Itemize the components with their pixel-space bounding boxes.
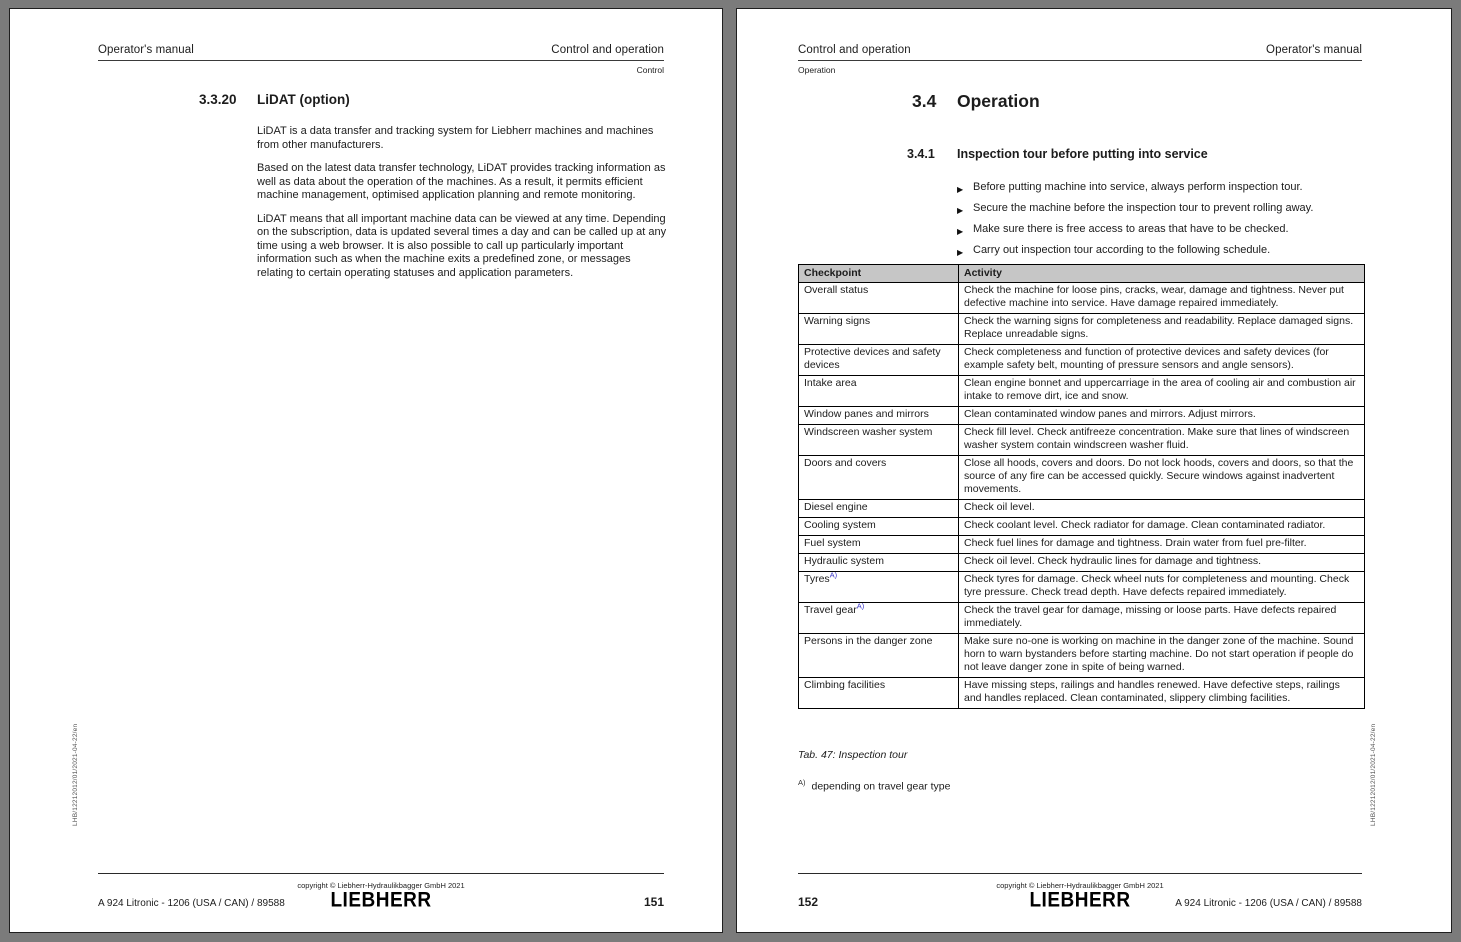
- chapter-title: Operation: [957, 91, 1040, 111]
- bullet-item: [957, 244, 1377, 259]
- table-row: [799, 678, 1365, 709]
- checkpoint-cell: Travel gear$^{A)}$: [799, 603, 959, 634]
- bullet-text: Make sure there is free access to areas that have to be checked.: [973, 223, 1289, 235]
- header-right-text: Control and operation: [551, 44, 664, 56]
- running-header: [98, 44, 664, 56]
- checkpoint-cell: Hydraulic system: [799, 554, 959, 572]
- column-header-activity: Activity: [959, 265, 1365, 283]
- section-heading: [199, 92, 350, 107]
- footnote-marker: A): [798, 778, 806, 787]
- bullet-item: [957, 223, 1377, 238]
- checkpoint-cell: Fuel system: [799, 536, 959, 554]
- header-right-text: Operator's manual: [1266, 44, 1362, 56]
- table-row: [799, 634, 1365, 678]
- copyright-text: copyright © Liebherr-Hydraulikbagger GmbH 2021: [297, 881, 465, 890]
- activity-cell: Check oil level.: [959, 500, 1365, 518]
- bullet-text: Secure the machine before the inspection tour to prevent rolling away.: [973, 202, 1314, 214]
- triangle-bullet-icon: ▶: [957, 226, 964, 236]
- activity-cell: Check tyres for damage. Check wheel nuts for completeness and mounting. Check tyre pressure. Check tread depth. Have defects repaired immediately.: [959, 572, 1365, 603]
- activity-cell: Check fuel lines for damage and tightness. Drain water from fuel pre-filter.: [959, 536, 1365, 554]
- checkpoint-cell: Overall status: [799, 283, 959, 314]
- activity-cell: Make sure no-one is working on machine in the danger zone of the machine. Sound horn to warn bystanders before starting machine. Do not start operation if people do not leave danger zone in spite of being warned.: [959, 634, 1365, 678]
- manual-page-151: [9, 8, 723, 933]
- header-left-text: Control and operation: [798, 44, 911, 56]
- triangle-bullet-icon: ▶: [957, 184, 964, 194]
- activity-cell: Check the warning signs for completeness and readability. Replace damaged signs. Replace unreadable signs.: [959, 314, 1365, 345]
- activity-cell: Close all hoods, covers and doors. Do not lock hoods, covers and doors, so that the source of any fire can be accessed quickly. Secure windows against inadvertent movements.: [959, 456, 1365, 500]
- table-row: [799, 603, 1365, 634]
- document-code-vertical: LHB/12212012/01/2021-04-22/en: [72, 723, 79, 826]
- checkpoint-cell: Cooling system: [799, 518, 959, 536]
- subsection-title: Inspection tour before putting into service: [957, 147, 1208, 161]
- subsection-heading: [907, 147, 1208, 161]
- footer-model-text: A 924 Litronic - 1206 (USA / CAN) / 89588: [98, 898, 285, 909]
- running-header: [798, 44, 1362, 56]
- triangle-bullet-icon: ▶: [957, 247, 964, 257]
- paragraph: LiDAT means that all important machine data can be viewed at any time. Depending on the subscription, data is updated several times a day and can be called up at any time using a web browser. It is also possible to call up particularly important information such as when the machine exits a predefined zone, or messages relating to certain operating statuses and application parameters.: [257, 212, 667, 279]
- copyright-text: copyright © Liebherr-Hydraulikbagger GmbH 2021: [996, 881, 1164, 890]
- footnote-reference: A): [856, 601, 865, 611]
- section-number: 3.3.20: [199, 92, 237, 107]
- table-caption: Tab. 47: Inspection tour: [798, 749, 908, 761]
- activity-cell: Check completeness and function of protective devices and safety devices (for example safety belt, mounting of pressure sensors and angle sensors).: [959, 345, 1365, 376]
- paragraph: LiDAT is a data transfer and tracking system for Liebherr machines and machines from other manufacturers.: [257, 125, 654, 151]
- inspection-table: [798, 264, 1365, 709]
- table-row: [799, 425, 1365, 456]
- checkpoint-cell: Tyres$^{A)}$: [799, 572, 959, 603]
- page-number: 152: [798, 895, 819, 909]
- header-rule: [98, 60, 664, 61]
- checkpoint-cell: Doors and covers: [799, 456, 959, 500]
- bullet-item: [957, 181, 1377, 196]
- table-row: [799, 407, 1365, 425]
- chapter-subheader: Operation: [798, 65, 836, 75]
- checkpoint-cell: Diesel engine: [799, 500, 959, 518]
- footer-rule: [98, 873, 664, 874]
- activity-cell: Have missing steps, railings and handles renewed. Have defective steps, railings and handles replaced. Clean contaminated, slippery climbing facilities.: [959, 678, 1365, 709]
- manual-page-152: [736, 8, 1452, 933]
- activity-cell: Check the travel gear for damage, missing or loose parts. Have defects repaired immediately.: [959, 603, 1365, 634]
- checkpoint-cell: Windscreen washer system: [799, 425, 959, 456]
- paragraph: Based on the latest data transfer technology, LiDAT provides tracking information as well as data about the operation of the machines. As a result, it permits efficient machine management, optimised application planning and remote monitoring.: [257, 162, 666, 201]
- activity-cell: Check coolant level. Check radiator for damage. Clean contaminated radiator.: [959, 518, 1365, 536]
- table-row: [799, 500, 1365, 518]
- checkpoint-cell: Climbing facilities: [799, 678, 959, 709]
- checkpoint-cell: Intake area: [799, 376, 959, 407]
- liebherr-logo: LIEBHERR: [330, 888, 432, 912]
- table-row: [799, 536, 1365, 554]
- activity-cell: Check the machine for loose pins, cracks, wear, damage and tightness. Never put defective machine into service. Have damage repaired immediately.: [959, 283, 1365, 314]
- table-row: [799, 314, 1365, 345]
- checkpoint-cell: Persons in the danger zone: [799, 634, 959, 678]
- chapter-number: 3.4: [912, 91, 937, 111]
- activity-cell: Check fill level. Check antifreeze concentration. Make sure that lines of windscreen washer system contain windscreen washer fluid.: [959, 425, 1365, 456]
- chapter-subheader: Control: [636, 65, 664, 75]
- checkpoint-cell: Protective devices and safety devices: [799, 345, 959, 376]
- liebherr-logo: LIEBHERR: [1029, 888, 1131, 912]
- section-title: LiDAT (option): [257, 92, 350, 107]
- table-row: [799, 283, 1365, 314]
- activity-cell: Clean engine bonnet and uppercarriage in the area of cooling air and combustion air intake to remove dirt, ice and snow.: [959, 376, 1365, 407]
- footer-rule: [798, 873, 1362, 874]
- bullet-text: Before putting machine into service, always perform inspection tour.: [973, 181, 1303, 193]
- triangle-bullet-icon: ▶: [957, 205, 964, 215]
- header-rule: [798, 60, 1362, 61]
- footnote-text: depending on travel gear type: [811, 780, 951, 793]
- header-left-text: Operator's manual: [98, 44, 194, 56]
- activity-cell: Clean contaminated window panes and mirrors. Adjust mirrors.: [959, 407, 1365, 425]
- column-header-checkpoint: Checkpoint: [799, 265, 959, 283]
- table-row: [799, 345, 1365, 376]
- bullet-text: Carry out inspection tour according to the following schedule.: [973, 244, 1271, 256]
- bullet-item: [957, 202, 1377, 217]
- table-header-row: [799, 265, 1365, 283]
- chapter-heading: [912, 91, 1040, 112]
- table-row: [799, 554, 1365, 572]
- table-row: [799, 518, 1365, 536]
- footnote-reference: A): [829, 570, 838, 580]
- activity-cell: Check oil level. Check hydraulic lines for damage and tightness.: [959, 554, 1365, 572]
- checkpoint-cell: Window panes and mirrors: [799, 407, 959, 425]
- footnote: [798, 778, 950, 793]
- footer-model-text: A 924 Litronic - 1206 (USA / CAN) / 89588: [1175, 898, 1362, 909]
- table-row: [799, 376, 1365, 407]
- page-number: 151: [643, 895, 664, 909]
- body-paragraphs: [257, 125, 669, 290]
- table-row: [799, 456, 1365, 500]
- document-code-vertical: LHB/12212012/01/2021-04-22/en: [1370, 723, 1377, 826]
- subsection-number: 3.4.1: [907, 147, 935, 161]
- checkpoint-cell: Warning signs: [799, 314, 959, 345]
- instruction-bullets: [957, 181, 1377, 265]
- table-row: [799, 572, 1365, 603]
